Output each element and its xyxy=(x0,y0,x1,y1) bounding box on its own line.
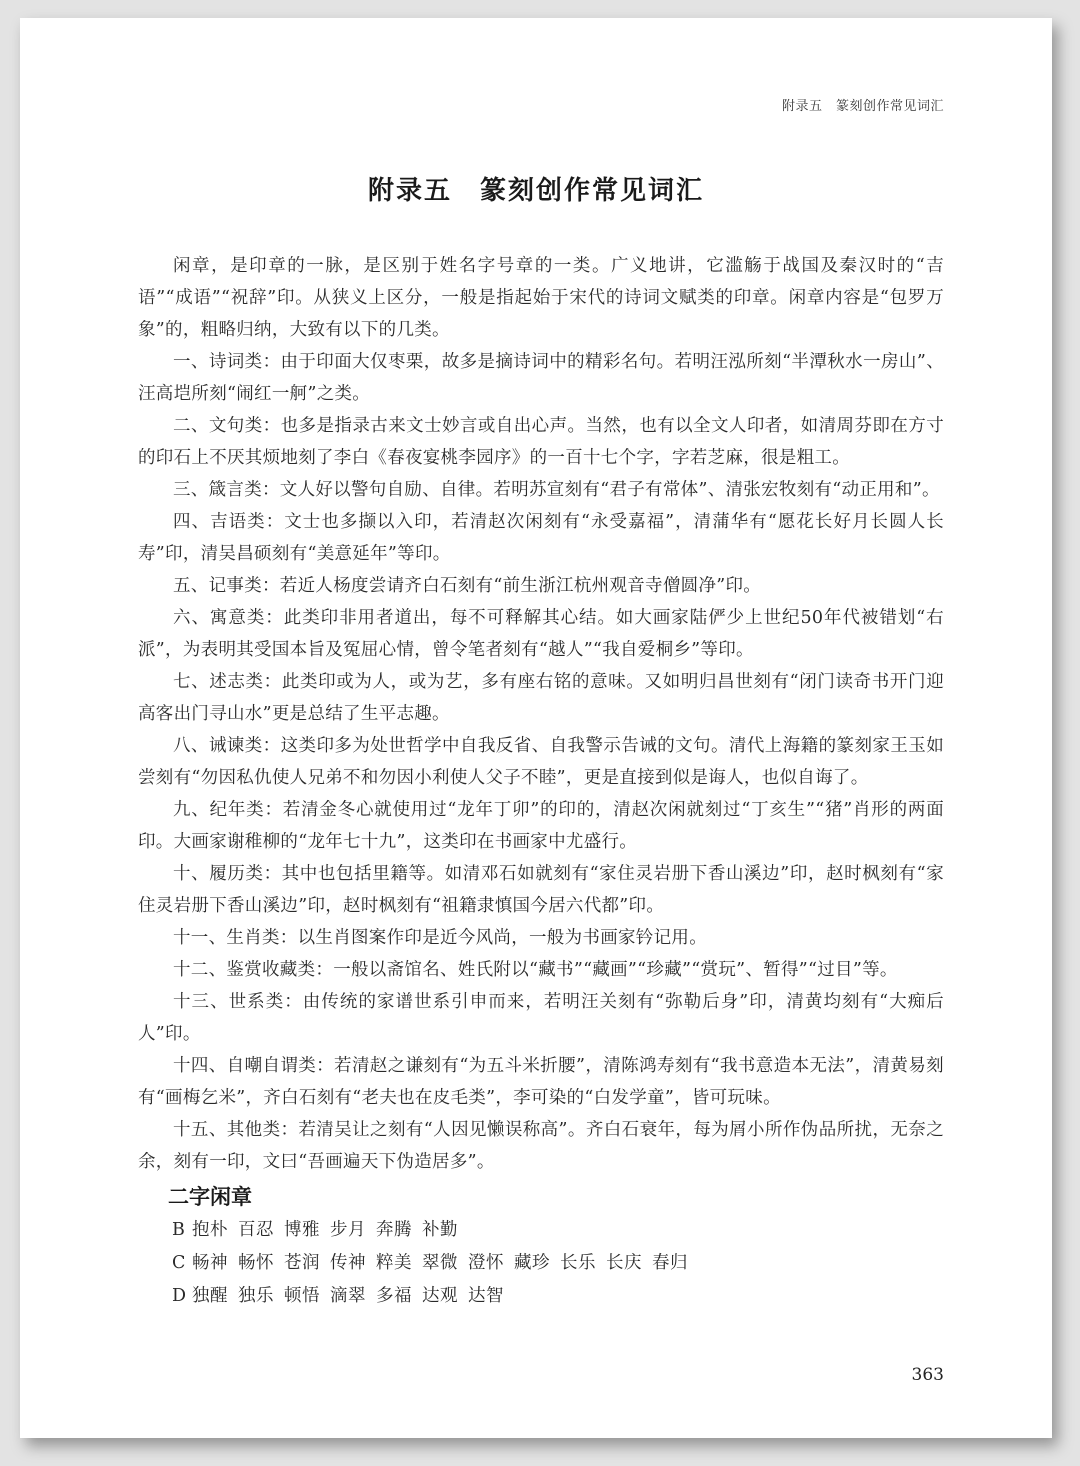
paragraph: 闲章，是印章的一脉，是区别于姓名字号章的一类。广义地讲，它滥觞于战国及秦汉时的“吉语”“成语”“祝辞”印。从狭义上区分，一般是指起始于宋代的诗词文赋类的印章。闲章内容是“包罗万象”的，粗略归纳，大致有以下的几类。 xyxy=(138,256,944,340)
word-item: 步月 xyxy=(330,1220,366,1240)
word-item: 长庆 xyxy=(606,1253,642,1273)
book-page xyxy=(20,18,1052,1438)
word-row xyxy=(172,1280,944,1313)
paragraph: 八、诫谏类：这类印多为处世哲学中自我反省、自我警示告诫的文句。清代上海籍的篆刻家王玉如尝刻有“勿因私仇使人兄弟不和勿因小利使人父子不睦”，更是直接到似是诲人，也似自诲了。 xyxy=(138,736,944,788)
word-row-letter: D xyxy=(172,1286,187,1306)
page-title: 附录五 篆刻创作常见词汇 xyxy=(367,176,704,206)
paragraph: 十四、自嘲自谓类：若清赵之谦刻有“为五斗米折腰”，清陈鸿寿刻有“我书意造本无法”，清黄易刻有“画梅乞米”，齐白石刻有“老夫也在皮毛类”，李可染的“白发学童”，皆可玩味。 xyxy=(138,1056,944,1108)
word-row-letter: C xyxy=(172,1253,186,1273)
word-item: 传神 xyxy=(330,1253,366,1273)
word-item: 澄怀 xyxy=(468,1253,504,1273)
word-item: 长乐 xyxy=(560,1253,596,1273)
word-item: 独醒 xyxy=(192,1286,228,1306)
paragraph: 六、寓意类：此类印非用者道出，每不可释解其心结。如大画家陆俨少上世纪50年代被错划“右派”，为表明其受国本旨及冤屈心情，曾令笔者刻有“越人”“我自爱桐乡”等印。 xyxy=(138,608,944,660)
paragraph-list xyxy=(138,250,944,1178)
page-body xyxy=(138,250,944,1313)
word-item: 百忍 xyxy=(238,1220,274,1240)
word-row xyxy=(172,1247,944,1280)
word-item: 达智 xyxy=(468,1286,504,1306)
paragraph: 四、吉语类：文士也多撷以入印，若清赵次闲刻有“永受嘉福”，清蒲华有“愿花长好月长圆人长寿”印，清吴昌硕刻有“美意延年”等印。 xyxy=(138,512,944,564)
word-item: 畅神 xyxy=(192,1253,228,1273)
word-item: 补勤 xyxy=(422,1220,458,1240)
word-item: 博雅 xyxy=(284,1220,320,1240)
paragraph: 二、文句类：也多是指录古来文士妙言或自出心声。当然，也有以全文人印者，如清周芬即在方寸的印石上不厌其烦地刻了李白《春夜宴桃李园序》的一百十七个字，字若芝麻，很是粗工。 xyxy=(138,416,944,468)
running-head: 附录五 篆刻创作常见词汇 xyxy=(781,99,944,114)
word-row xyxy=(172,1214,944,1247)
paragraph: 三、箴言类：文人好以警句自励、自律。若明苏宣刻有“君子有常体”、清张宏牧刻有“动正用和”。 xyxy=(173,480,940,500)
word-item: 顿悟 xyxy=(284,1286,320,1306)
section-heading: 二字闲章 xyxy=(168,1185,252,1209)
paragraph: 十、履历类：其中也包括里籍等。如清邓石如就刻有“家住灵岩册下香山溪边”印，赵时枫刻有“家住灵岩册下香山溪边”印，赵时枫刻有“祖籍隶慎国今居六代都”印。 xyxy=(138,864,944,916)
word-item: 奔腾 xyxy=(376,1220,412,1240)
word-item: 达观 xyxy=(422,1286,458,1306)
word-row-letter: B xyxy=(172,1220,186,1240)
word-item: 抱朴 xyxy=(192,1220,228,1240)
paragraph: 一、诗词类：由于印面大仅枣栗，故多是摘诗词中的精彩名句。若明汪泓所刻“半潭秋水一房山”、汪高垲所刻“闹红一舸”之类。 xyxy=(138,352,944,404)
paragraph: 七、述志类：此类印或为人，或为艺，多有座右铭的意味。又如明归昌世刻有“闭门读奇书开门迎高客出门寻山水”更是总结了生平志趣。 xyxy=(138,672,944,724)
paragraph: 十一、生肖类：以生肖图案作印是近今风尚，一般为书画家钤记用。 xyxy=(173,928,707,948)
word-item: 畅怀 xyxy=(238,1253,274,1273)
paragraph: 十三、世系类：由传统的家谱世系引申而来，若明汪关刻有“弥勒后身”印，清黄均刻有“大痴后人”印。 xyxy=(138,992,944,1044)
word-item: 多福 xyxy=(376,1286,412,1306)
word-item: 苍润 xyxy=(284,1253,320,1273)
word-item: 翠微 xyxy=(422,1253,458,1273)
word-item: 春归 xyxy=(652,1253,688,1273)
word-item: 藏珍 xyxy=(514,1253,550,1273)
word-item: 滴翠 xyxy=(330,1286,366,1306)
paragraph: 九、纪年类：若清金冬心就使用过“龙年丁卯”的印的，清赵次闲就刻过“丁亥生”“猪”肖形的两面印。大画家谢稚柳的“龙年七十九”，这类印在书画家中尤盛行。 xyxy=(138,800,944,852)
paragraph: 十二、鉴赏收藏类：一般以斋馆名、姓氏附以“藏书”“藏画”“珍藏”“赏玩”、暂得”“过目”等。 xyxy=(173,960,898,980)
paragraph: 五、记事类：若近人杨度尝请齐白石刻有“前生浙江杭州观音寺僧圆净”印。 xyxy=(173,576,762,596)
word-item: 粹美 xyxy=(376,1253,412,1273)
page-number: 363 xyxy=(911,1365,944,1385)
paragraph: 十五、其他类：若清吴让之刻有“人因见懒误称高”。齐白石衰年，每为屑小所作伪品所扰，无奈之余，刻有一印，文曰“吾画遍天下伪造居多”。 xyxy=(138,1120,944,1172)
word-item: 独乐 xyxy=(238,1286,274,1306)
word-list xyxy=(138,1214,944,1313)
